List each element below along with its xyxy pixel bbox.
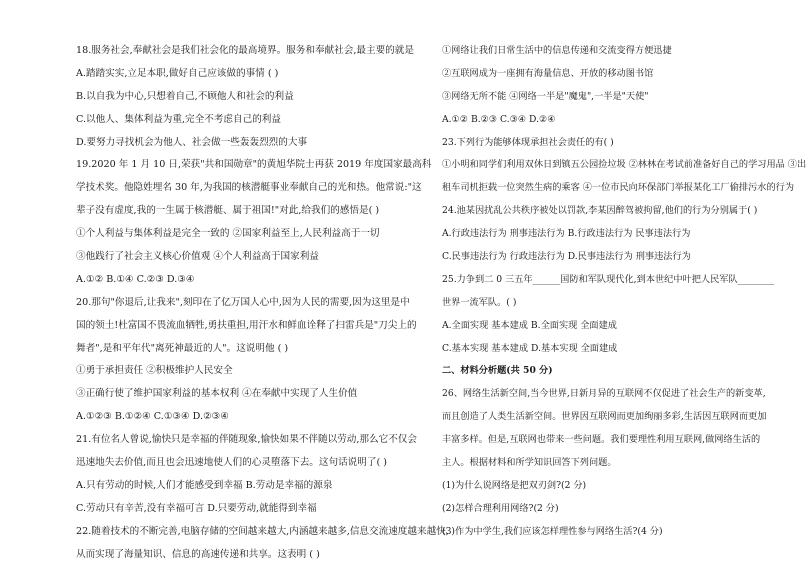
text-line: C.基本实现 基本建成 D.基本实现 全面建成 [442,342,618,354]
text-line: 23.下列行为能够体现承担社会责任的有( ) [442,136,614,148]
text-line: C.民事违法行为 行政违法行为 D.民事违法行为 刑事违法行为 [442,251,691,263]
text-line: ③网络无所不能 ④网络一半是"魔鬼",一半是"天使" [442,90,649,102]
text-line: 迅速地失去价值,而且也会迅速地使人们的心灵堕落下去。这句话说明了( ) [76,457,387,469]
text-line: 21.有位名人曾说,愉快只是幸福的伴随现象,愉快如果不伴随以劳动,那么它不仅会 [76,434,417,446]
text-line: C.以他人、集体利益为重,完全不考虑自己的利益 [76,113,281,125]
section-heading: 二、材料分析题(共 50 分) [442,365,553,377]
text-line: 22.随着技术的不断完善,电脑存储的空间越来越大,内涵越来越多,信息交流速度越来越快, [76,525,449,537]
text-line: 18.服务社会,奉献社会是我们社会化的最高境界。服务和奉献社会,最主要的就是 [76,45,414,56]
right-column [442,40,806,544]
text-line: (2)怎样合理利用网络?(2 分) [442,502,559,514]
text-line: ①小明和同学们利用双休日到镇五公园捡垃圾 ②林林在考试前准备好自己的学习用品 ③出 [442,159,806,171]
text-line: A.①② B.①④ C.②③ D.③④ [76,273,195,285]
text-line: B.以自我为中心,只想着自己,不顾他人和社会的利益 [76,90,294,102]
text-line: A.踏踏实实,立足本职,做好自己应该做的事情 ( ) [76,67,279,79]
text-line: ①个人利益与集体利益是完全一致的 ②国家利益至上,人民利益高于一切 [76,228,380,240]
text-line: ③他践行了社会主义核心价值观 ④个人利益高于国家利益 [76,251,319,263]
left-column [76,40,449,566]
text-line: A.只有劳动的时候,人们才能感受到幸福 B.劳动是幸福的源泉 [76,479,333,491]
text-line: ①勇于承担责任 ②积极维护人民安全 [76,365,233,377]
text-line: 世界一流军队。( ) [442,296,517,308]
text-line: 租车司机拒载一位突然生病的乘客 ④一位市民向环保部门举报某化工厂偷排污水的行为 [442,182,795,194]
text-line: 辈子没有虚度,我的一生属于核潜艇、属于祖国!"对此,给我们的感悟是( ) [76,205,380,217]
text-line: A.①②③ B.①②④ C.①③④ D.②③④ [76,411,229,423]
text-line: 丰富多样。但是,互联网也带来一些问题。我们要理性利用互联网,做网络生活的 [442,434,761,446]
text-line: ①网络让我们日常生活中的信息传递和交流变得方便迅捷 [442,45,672,56]
text-line: ③正确行使了维护国家利益的基本权利 ④在奉献中实现了人生价值 [76,388,358,400]
text-line: 舞者",是和平年代"离死神最近的人"。这说明他 ( ) [76,342,289,354]
text-line: 从而实现了海量知识、信息的高速传递和共享。这表明 ( ) [76,548,320,560]
text-line: 而且创造了人类生活新空间。世界因互联网而更加绚丽多彩,生活因互联网而更加 [442,411,767,423]
text-line: ②互联网成为一座拥有海量信息、开放的移动图书馆 [442,67,654,79]
text-line: 26、网络生活新空间,当今世界,日新月异的互联网不仅促进了社会生产的新变革, [442,388,766,400]
text-line: 学技术奖。他隐姓埋名 30 年,为我国的核潜艇事业奉献自己的光和热。他常说:"这 [76,182,422,194]
text-line: 24.池某因扰乱公共秩序被处以罚款,李某因醉驾被拘留,他们的行为分别属于( ) [442,205,758,217]
text-line: 25.力争到二 0 三五年______国防和军队现代化,到本世纪中叶把人民军队________ [442,273,775,285]
text-line: (3)作为中学生,我们应该怎样理性参与网络生活?(4 分) [442,525,663,537]
text-line: 20.那句"你退后,让我来",刻印在了亿万国人心中,因为人民的需要,因为这里是中 [76,296,410,308]
text-line: (1)为什么说网络是把双刃剑?(2 分) [442,479,587,491]
text-line: A.行政违法行为 刑事违法行为 B.行政违法行为 民事违法行为 [442,228,691,240]
text-line: 19.2020 年 1 月 10 日,荣获"共和国勋章"的黄旭华院士再获 2019 年度国家最高科 [76,159,432,171]
text-line: C.劳动只有辛苦,没有幸福可言 D.只要劳动,就能得到幸福 [76,502,317,514]
text-line: D.要努力寻找机会为他人、社会做一些轰轰烈烈的大事 [76,136,308,148]
text-line: 主人。根据材料和所学知识回答下列问题。 [442,457,617,469]
text-line: A.①② B.②③ C.③④ D.②④ [442,113,556,125]
text-line: A.全面实现 基本建成 B.全面实现 全面建成 [442,319,617,331]
text-line: 国的领土!杜富国不畏流血牺牲,勇扶重担,用汗水和鲜血诠释了扫雷兵是"刀尖上的 [76,319,417,331]
